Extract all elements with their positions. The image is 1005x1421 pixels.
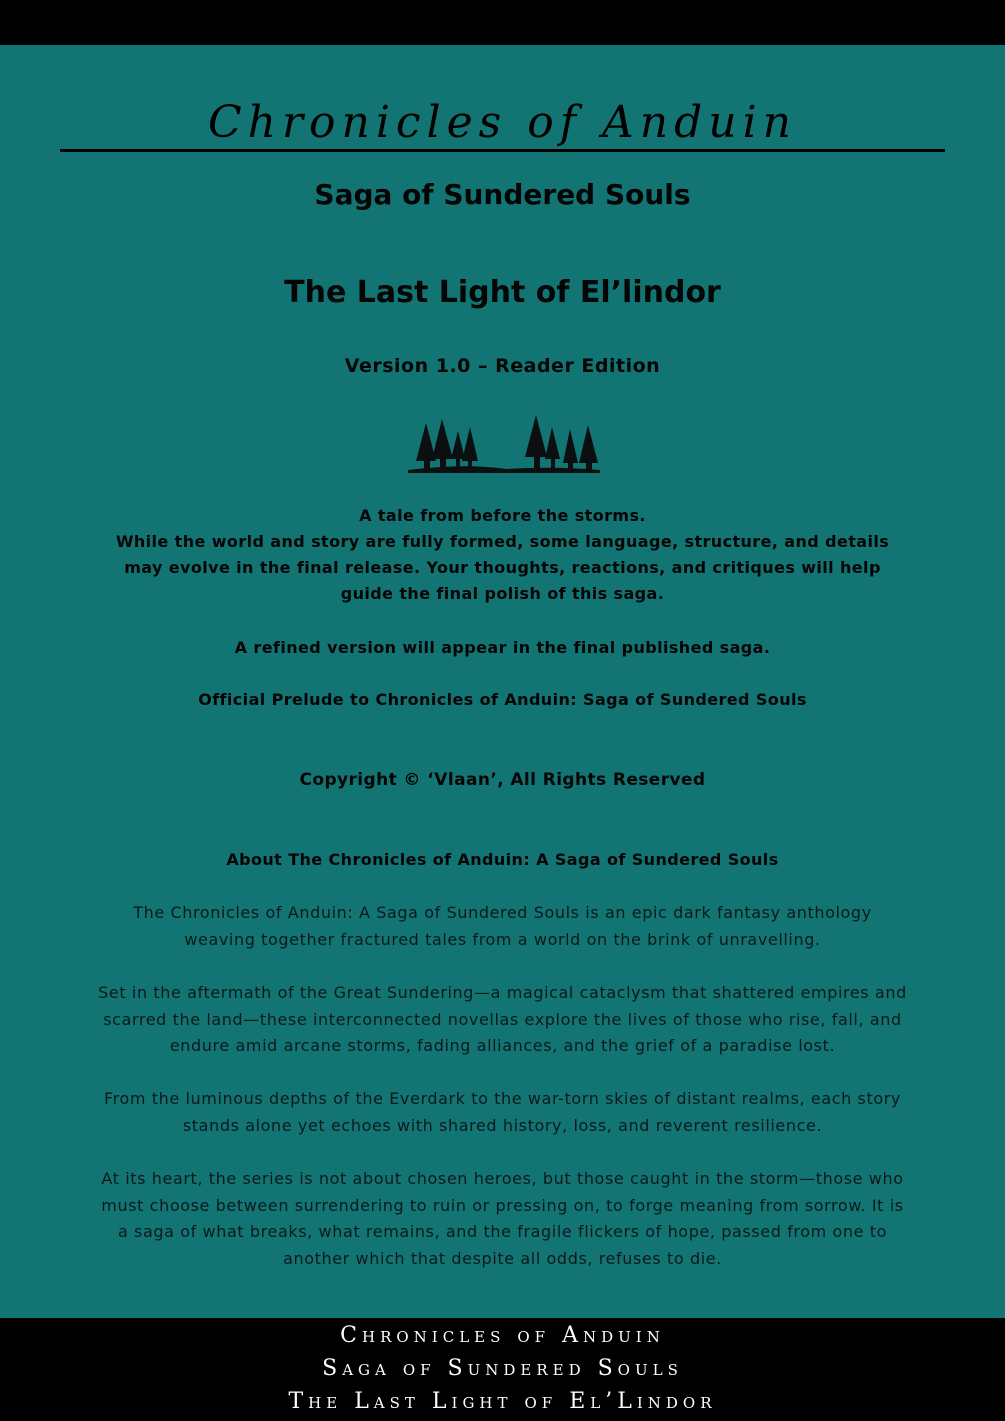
about-paragraph: The Chronicles of Anduin: A Saga of Sundered Souls is an epic dark fantasy anthology weaving together fractured tales from a world on the brink of unravelling. xyxy=(133,903,872,949)
saga-title: Saga of Sundered Souls xyxy=(314,178,691,211)
footer-book: The Last Light of El’Lindor xyxy=(288,1389,717,1414)
footer-bar xyxy=(0,1318,1005,1421)
version-label: Version 1.0 – Reader Edition xyxy=(344,355,661,377)
notice-line-2: While the world and story are fully formed, some language, structure, and details may evolve in the final release. Your thoughts, reactions, and critiques will help guide the final polish of this saga. xyxy=(115,532,890,603)
series-script-title: Chronicles of Anduin xyxy=(207,97,798,148)
notice-line-1: A tale from before the storms. xyxy=(359,506,646,525)
refined-note: A refined version will appear in the final published saga. xyxy=(234,638,771,657)
preview-notice xyxy=(0,503,1005,607)
title-rule xyxy=(60,149,945,152)
footer-saga: Saga of Sundered Souls xyxy=(322,1356,683,1381)
about-paragraph: Set in the aftermath of the Great Sundering—a magical cataclysm that shattered empires and scarred the land—these interconnected novellas explore the lives of those who rise, fall, and endure amid arcane storms, fading alliances, and the grief of a paradise lost. xyxy=(98,983,907,1055)
about-paragraph: At its heart, the series is not about chosen heroes, but those caught in the storm—those who must choose between surrendering to ruin or pressing on, to forge meaning from sorrow. It is a saga of what breaks, what remains, and the fragile flickers of hope, passed from one to another which that despite all odds, refuses to die. xyxy=(101,1169,904,1268)
about-paragraph: From the luminous depths of the Everdark to the war-torn skies of distant realms, each story stands alone yet echoes with shared history, loss, and reverent resilience. xyxy=(104,1089,901,1135)
cover-page xyxy=(0,45,1005,1318)
prelude-note: Official Prelude to Chronicles of Anduin: Saga of Sundered Souls xyxy=(198,690,807,709)
top-bar xyxy=(0,0,1005,45)
pine-trees-icon xyxy=(406,415,602,475)
footer-series: Chronicles of Anduin xyxy=(340,1323,665,1348)
book-title: The Last Light of El’lindor xyxy=(284,275,721,310)
copyright-text: Copyright © ‘Vlaan’, All Rights Reserved xyxy=(299,770,706,790)
about-heading: About The Chronicles of Anduin: A Saga of Sundered Souls xyxy=(226,850,779,869)
